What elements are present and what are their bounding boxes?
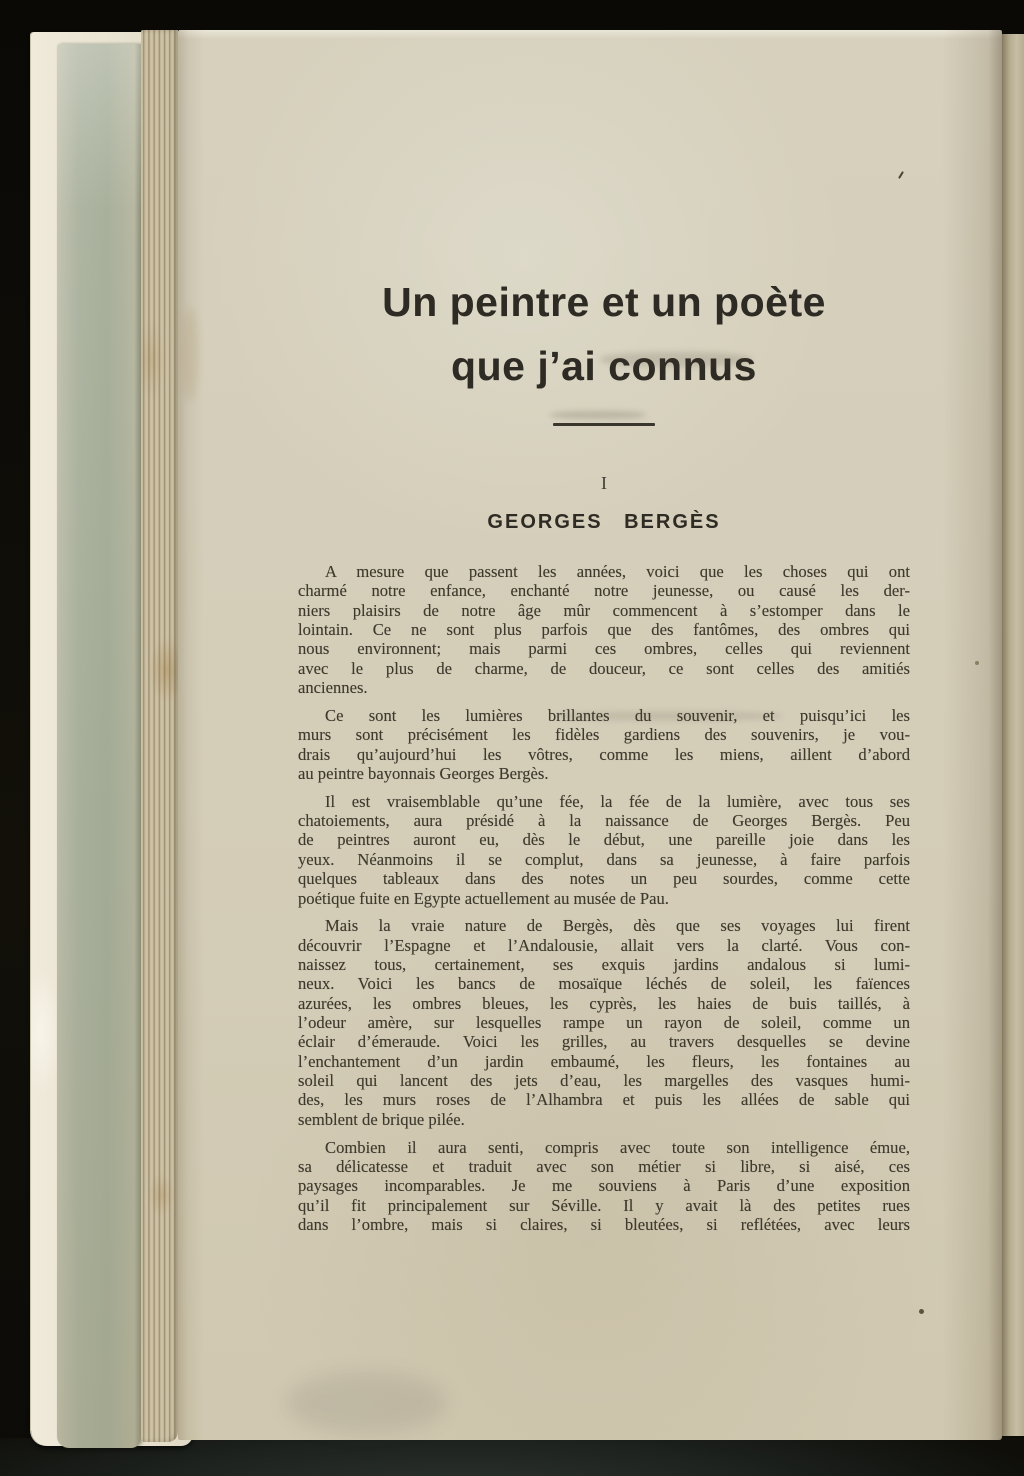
page-title	[298, 270, 910, 398]
text-line: sa délicatesse et traduit avec son métier si libre, si aisé, ces	[298, 1156, 910, 1176]
paper-speck	[898, 171, 904, 179]
text-line: Combien il aura senti, compris avec toute son intelligence émue,	[325, 1137, 910, 1157]
title-line-1: Un peintre et un poète	[382, 279, 826, 325]
text-line: murs sont précisément les fidèles gardiens des souvenirs, je vou-	[298, 725, 910, 745]
book-page	[178, 30, 1002, 1440]
text-line: Ce sont les lumières brillantes du souvenir, et puisqu’ici les	[325, 705, 910, 725]
text-line: naissez tous, certainement, ses exquis jardins andalous si lumi-	[298, 955, 910, 975]
text-line: A mesure que passent les années, voici que les choses qui ont	[325, 562, 910, 581]
title-line-2: que j’ai connus	[451, 343, 757, 389]
text-line: yeux. Néanmoins il se complut, dans sa jeunesse, à faire parfois	[298, 849, 910, 869]
text-line: chatoiements, aura présidé à la naissance de Georges Bergès. Peu	[298, 811, 910, 831]
section-number: I	[601, 473, 607, 493]
text-line: poétique fuite en Egypte actuellement au musée de Pau.	[298, 888, 669, 908]
text-line: avec le plus de charme, de douceur, ce sont celles des amitiés	[298, 658, 910, 678]
text-line: des, les murs roses de l’Alhambra et puis les allées de sable qui	[298, 1090, 910, 1110]
text-line: nous environnent; mais parmi ces ombres, celles qui reviennent	[298, 639, 910, 659]
text-line: semblent de brique pilée.	[298, 1109, 465, 1129]
ink-bleed-artifact	[555, 711, 783, 721]
text-line: au peintre bayonnais Georges Bergès.	[298, 763, 549, 783]
paragraph	[298, 792, 910, 908]
page-stack-edges	[141, 30, 178, 1442]
text-line: niers plaisirs de notre âge mûr commencent à s’estomper dans le	[298, 600, 910, 620]
text-line: de peintres auront eu, dès le début, une pareille joie dans les	[298, 830, 910, 850]
paper-speck	[919, 1309, 924, 1314]
ink-bleed-artifact	[600, 352, 752, 367]
text-line: l’odeur amère, sur lesquelles rampe un rayon de soleil, comme un	[298, 1013, 910, 1033]
body-text	[298, 562, 910, 1243]
ink-bleed-artifact	[550, 411, 646, 419]
paragraph	[298, 562, 910, 697]
text-line: dans l’ombre, mais si claires, si bleutées, si reflétées, avec leurs	[298, 1215, 910, 1234]
text-line: azurées, les ombres bleues, les cyprès, les haies de buis taillés, à	[298, 993, 910, 1013]
text-line: lointain. Ce ne sont plus parfois que des fantômes, des ombres qui	[298, 620, 910, 640]
paper-speck	[975, 661, 979, 665]
paper-stain	[182, 308, 198, 400]
text-line: Il est vraisemblable qu’une fée, la fée de la lumière, avec tous ses	[325, 791, 910, 811]
title-divider	[553, 423, 655, 426]
page-shadow	[286, 1372, 446, 1434]
text-line: l’enchantement d’un jardin embaumé, les fleurs, les fontaines au	[298, 1051, 910, 1071]
text-line: neux. Voici les bancs de mosaïque léchés de soleil, les faïences	[298, 974, 910, 994]
text-line: quelques tableaux dans des notes un peu sourdes, comme cette	[298, 869, 910, 889]
underpage-green	[57, 44, 141, 1448]
paragraph	[298, 1138, 910, 1235]
adjacent-page-edge	[1000, 34, 1024, 1436]
text-line: Mais la vraie nature de Bergès, dès que ses voyages lui firent	[325, 916, 910, 936]
text-line: drais qu’aujourd’hui les vôtres, comme les miens, aillent d’abord	[298, 744, 910, 764]
text-line: découvrir l’Espagne et l’Andalousie, allait vers la clarté. Vous con-	[298, 935, 910, 955]
text-line: soleil qui lancent des jets d’eau, les margelles des vasques humi-	[298, 1071, 910, 1091]
paragraph	[298, 916, 910, 1129]
section-heading: GEORGES BERGÈS	[487, 511, 721, 533]
text-line: éclair d’émeraude. Voici les grilles, au travers desquelles se devine	[298, 1032, 910, 1052]
text-line: qu’il fit principalement sur Séville. Il y avait là des petites rues	[298, 1195, 910, 1215]
text-line: paysages incomparables. Je me souviens à Paris d’une exposition	[298, 1176, 910, 1196]
text-line: anciennes.	[298, 678, 368, 698]
text-line: charmé notre enfance, enchanté notre jeunesse, ou causé les der-	[298, 581, 910, 601]
